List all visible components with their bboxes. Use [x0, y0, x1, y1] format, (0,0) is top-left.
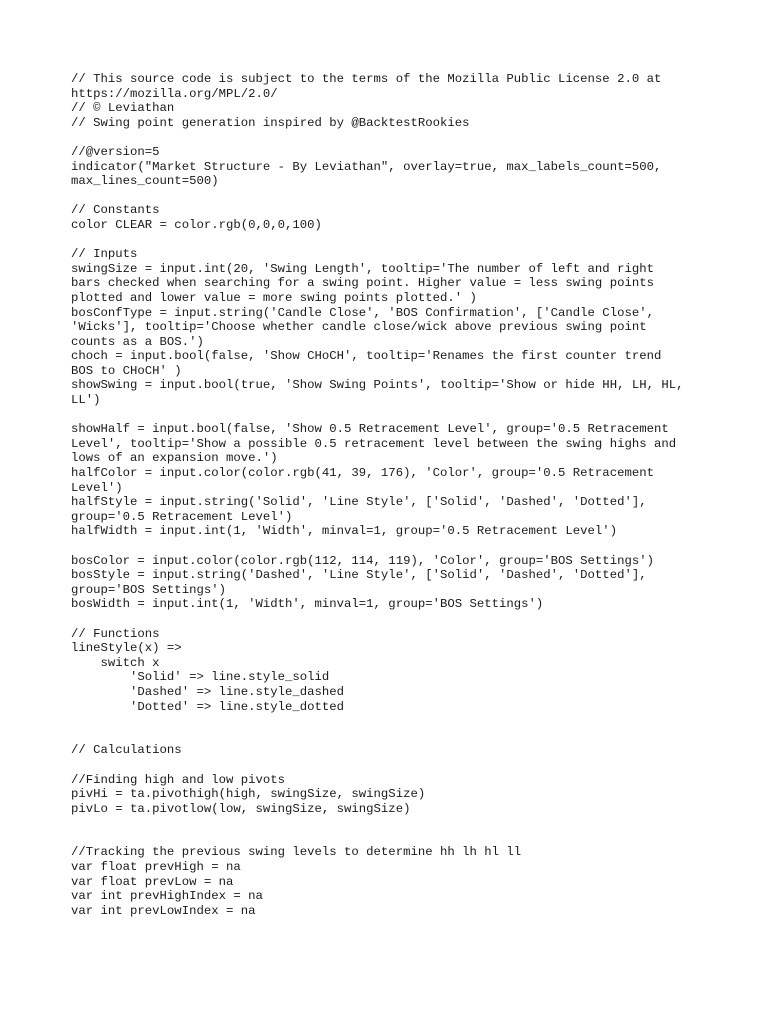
code-line: bars checked when searching for a swing point. Higher value = less swing points [71, 276, 654, 291]
code-line: lows of an expansion move.') [71, 451, 278, 466]
code-line: 'Dotted' => line.style_dotted [71, 699, 345, 714]
code-line: //Finding high and low pivots [71, 772, 286, 787]
code-line: max_lines_count=500) [71, 174, 219, 189]
code-line: 'Wicks'], tooltip='Choose whether candle close/wick above previous swing point [71, 320, 647, 335]
code-line: // Inputs [71, 247, 138, 262]
code-line: swingSize = input.int(20, 'Swing Length', tooltip='The number of left and right [71, 261, 654, 276]
code-line: group='BOS Settings') [71, 582, 226, 597]
code-line: // This source code is subject to the terms of the Mozilla Public License 2.0 at [71, 72, 662, 86]
code-line: pivHi = ta.pivothigh(high, swingSize, swingSize) [71, 787, 426, 802]
code-line: halfColor = input.color(color.rgb(41, 39, 176), 'Color', group='0.5 Retracement [71, 466, 654, 481]
code-line: showHalf = input.bool(false, 'Show 0.5 Retracement Level', group='0.5 Retracement [71, 422, 669, 437]
code-line: group='0.5 Retracement Level') [71, 509, 293, 524]
code-line: pivLo = ta.pivotlow(low, swingSize, swingSize) [71, 801, 411, 816]
code-line: switch x [71, 655, 160, 670]
blank-line [71, 130, 711, 145]
code-line: // Calculations [71, 743, 182, 758]
code-line: bosConfType = input.string('Candle Close', 'BOS Confirmation', ['Candle Close', [71, 305, 654, 320]
code-line: Level', tooltip='Show a possible 0.5 retracement level between the swing highs and [71, 436, 677, 451]
code-line: // © Leviathan [71, 101, 175, 116]
blank-line [71, 758, 711, 773]
code-line: bosStyle = input.string('Dashed', 'Line Style', ['Solid', 'Dashed', 'Dotted'], [71, 568, 647, 583]
code-line: bosWidth = input.int(1, 'Width', minval=1, group='BOS Settings') [71, 597, 544, 612]
code-line: color CLEAR = color.rgb(0,0,0,100) [71, 217, 322, 232]
code-line: showSwing = input.bool(true, 'Show Swing Points', tooltip='Show or hide HH, LH, HL, [71, 378, 684, 393]
blank-line [71, 189, 711, 204]
code-document [71, 72, 711, 918]
code-line: plotted and lower value = more swing points plotted.' ) [71, 290, 477, 305]
code-line: LL') [71, 393, 101, 408]
blank-line [71, 539, 711, 554]
code-line: Level') [71, 480, 123, 495]
code-line: var float prevLow = na [71, 874, 234, 889]
code-line: // Constants [71, 203, 160, 218]
code-line: var int prevHighIndex = na [71, 889, 263, 904]
code-line: var float prevHigh = na [71, 860, 241, 875]
code-line: // Swing point generation inspired by @BacktestRookies [71, 115, 470, 130]
code-line: choch = input.bool(false, 'Show CHoCH', tooltip='Renames the first counter trend [71, 349, 662, 364]
blank-line [71, 233, 711, 248]
code-line: counts as a BOS.') [71, 334, 204, 349]
blank-line [71, 831, 711, 846]
blank-line [71, 714, 711, 729]
code-line: indicator("Market Structure - By Leviathan", overlay=true, max_labels_count=500, [71, 159, 662, 174]
code-line: var int prevLowIndex = na [71, 903, 256, 918]
code-line: halfStyle = input.string('Solid', 'Line Style', ['Solid', 'Dashed', 'Dotted'], [71, 495, 647, 510]
code-line: bosColor = input.color(color.rgb(112, 114, 119), 'Color', group='BOS Settings') [71, 553, 654, 568]
code-line: https://mozilla.org/MPL/2.0/ [71, 86, 278, 101]
blank-line [71, 408, 711, 423]
blank-line [71, 816, 711, 831]
code-line: 'Solid' => line.style_solid [71, 670, 330, 685]
code-line: 'Dashed' => line.style_dashed [71, 684, 345, 699]
code-line: BOS to CHoCH' ) [71, 363, 182, 378]
code-line: //@version=5 [71, 144, 160, 159]
code-line: //Tracking the previous swing levels to determine hh lh hl ll [71, 845, 522, 860]
code-line: halfWidth = input.int(1, 'Width', minval=1, group='0.5 Retracement Level') [71, 524, 618, 539]
blank-line [71, 729, 711, 744]
blank-line [71, 612, 711, 627]
code-line: // Functions [71, 626, 160, 641]
code-line: lineStyle(x) => [71, 641, 182, 656]
